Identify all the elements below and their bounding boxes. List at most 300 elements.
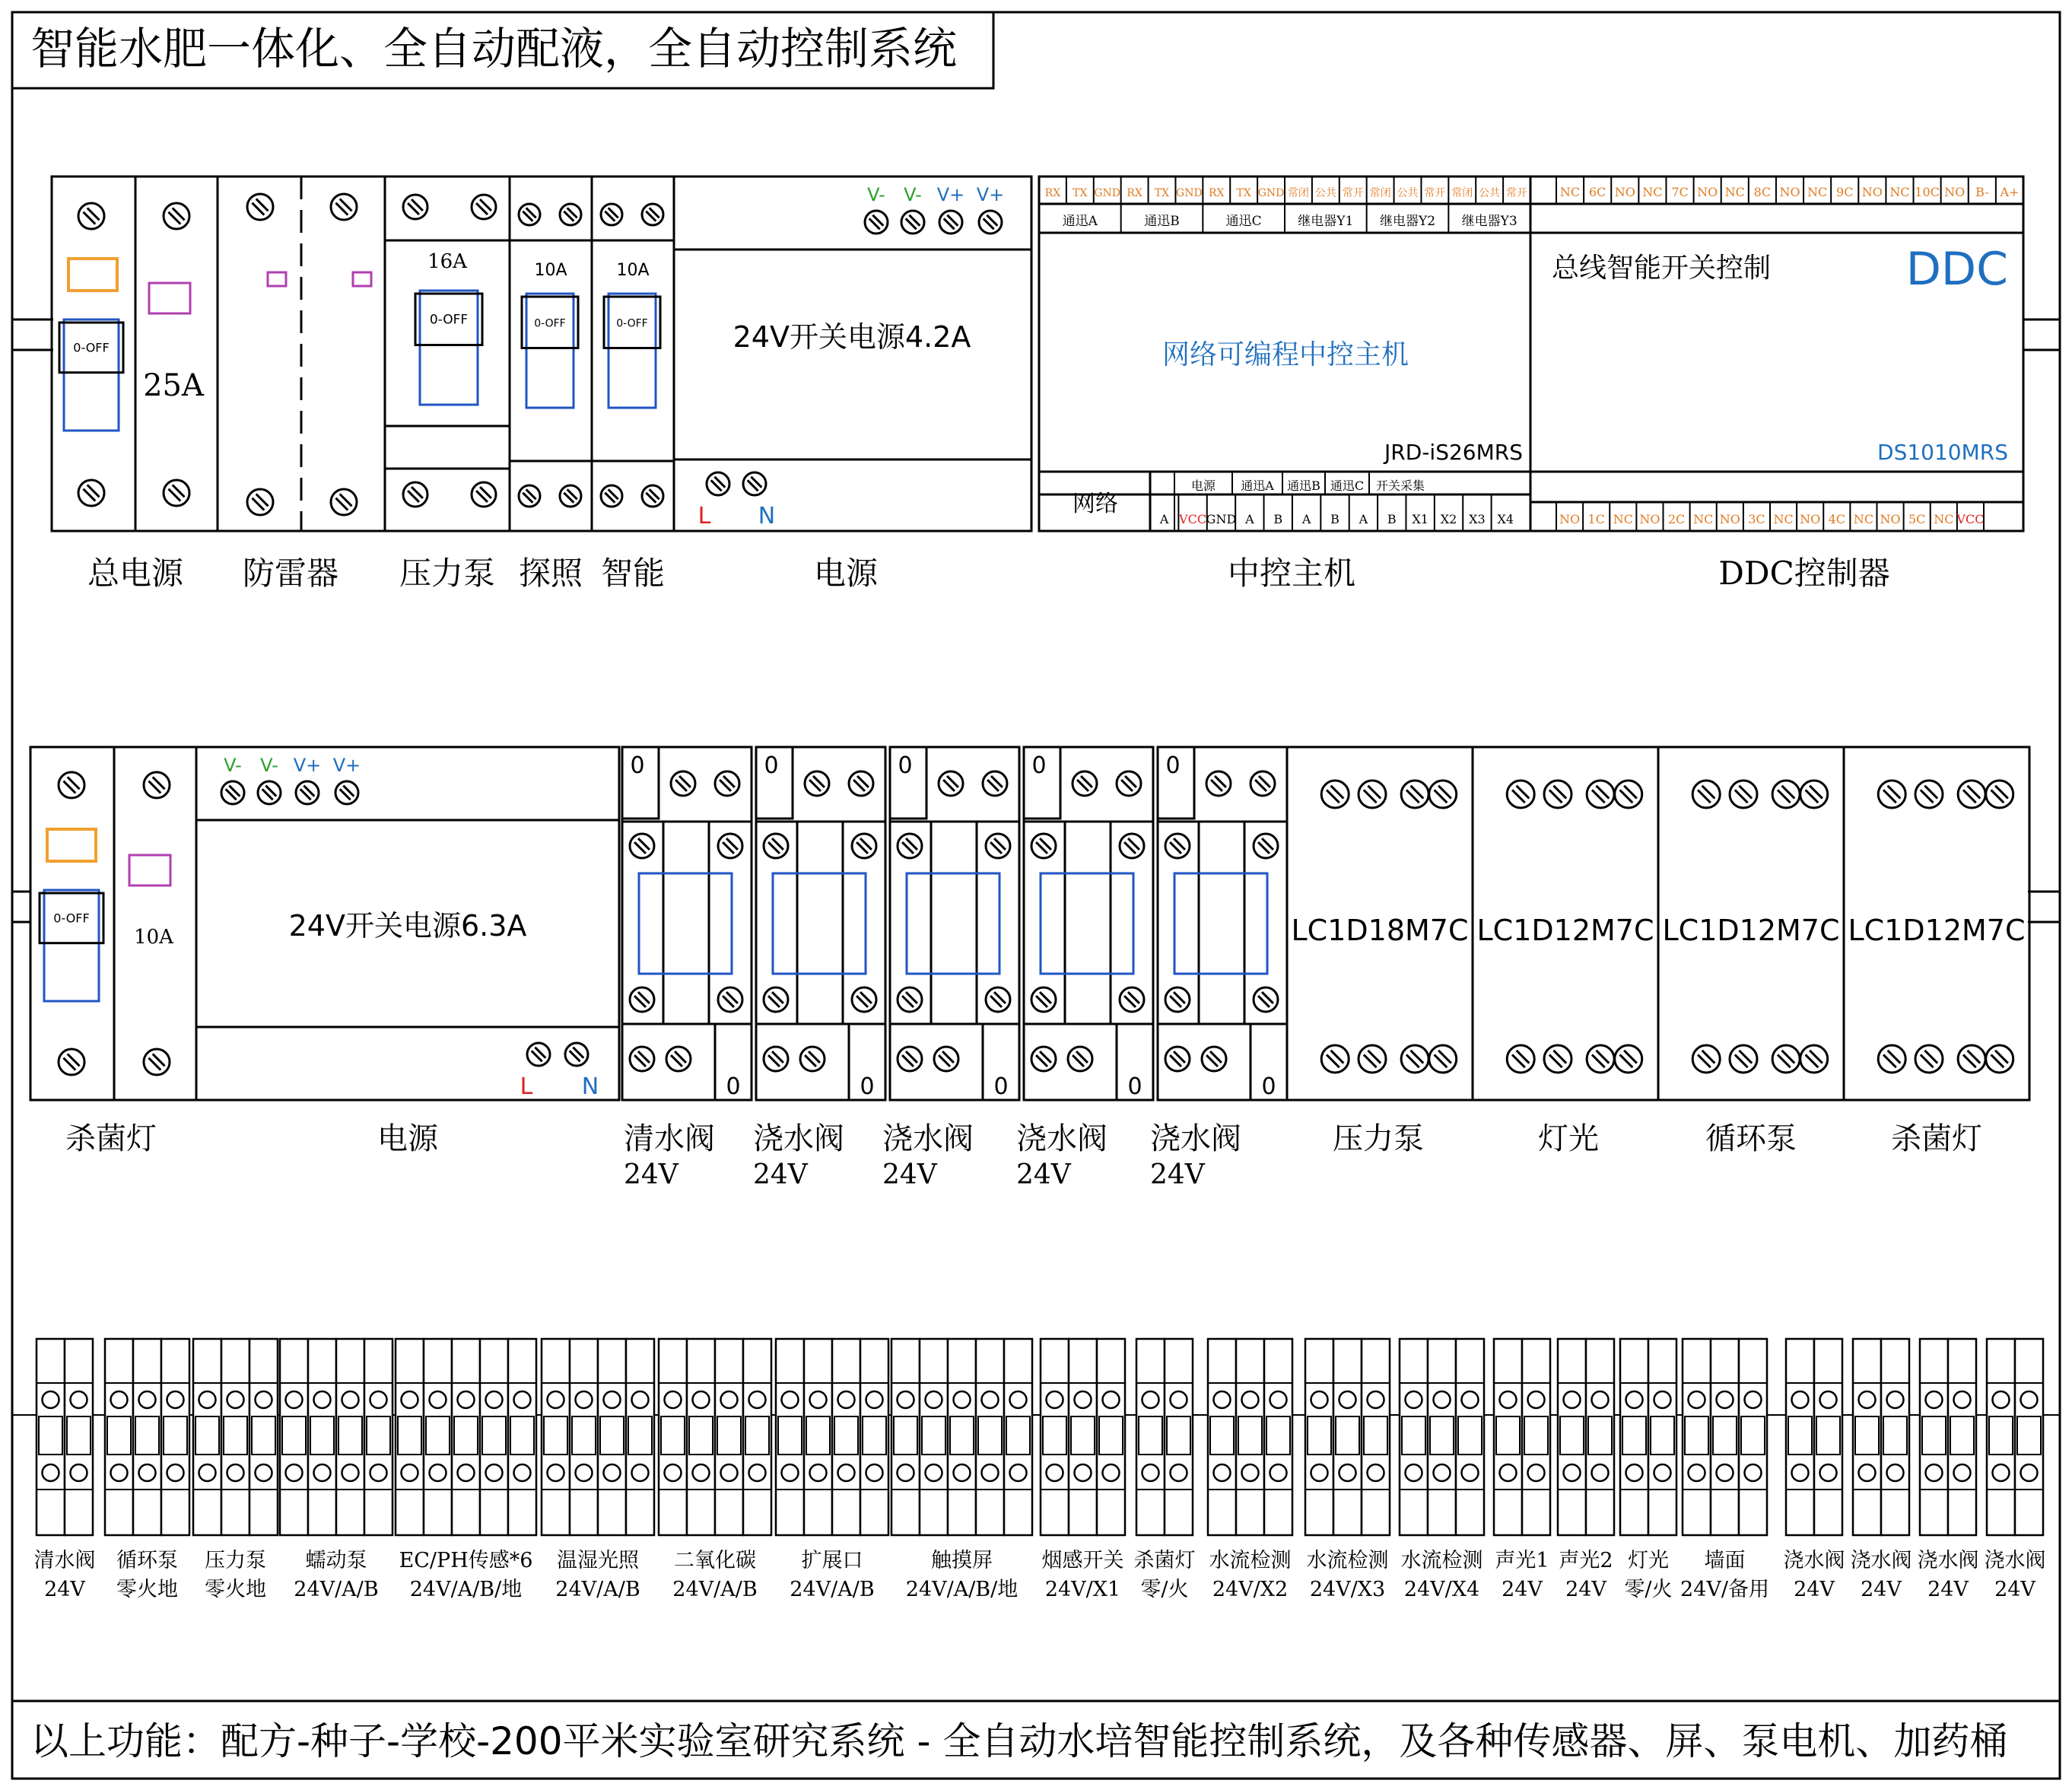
- screw-head: [934, 1047, 958, 1071]
- terminal-block: [891, 1339, 920, 1535]
- host-pin-label: 公共: [1314, 187, 1336, 199]
- terminal-screw-icon: [314, 1391, 331, 1408]
- terminal-screw-icon: [782, 1464, 799, 1481]
- terminal-label: 浇水阀: [1850, 1549, 1912, 1572]
- terminal-screw-icon: [1745, 1391, 1762, 1408]
- screw-head: [898, 1047, 922, 1071]
- screw-icon: [898, 987, 922, 1012]
- terminal-block: [542, 1339, 570, 1535]
- screw-head: [472, 482, 496, 507]
- terminal-screw-icon: [1047, 1391, 1063, 1408]
- terminal-slot: [67, 1416, 91, 1455]
- host-bottom-group: 通迅A: [1241, 478, 1274, 493]
- row2-label: 杀菌灯: [65, 1121, 157, 1156]
- terminal-slot: [367, 1416, 390, 1455]
- screw-head: [144, 772, 170, 798]
- host-pin-label: 常闭: [1369, 187, 1391, 199]
- terminal-block: [221, 1339, 249, 1535]
- terminal-slot: [1651, 1416, 1674, 1455]
- screw-head: [1958, 781, 1985, 808]
- terminal-block: [832, 1339, 860, 1535]
- terminal-block: [1236, 1339, 1264, 1535]
- screw-icon: [642, 485, 663, 507]
- terminal-block: [1683, 1339, 1711, 1535]
- terminal-screw-icon: [1564, 1391, 1581, 1408]
- terminal-label: 清水阀: [33, 1549, 96, 1572]
- ddc-bottom-pin: VCC: [1956, 512, 1985, 526]
- terminal-label: 烟感开关: [1041, 1549, 1124, 1572]
- terminal-screw-icon: [1564, 1464, 1581, 1481]
- ddc-bottom-pin: NO: [1559, 512, 1581, 526]
- terminal-block: [598, 1339, 626, 1535]
- terminal-screw-icon: [1214, 1391, 1231, 1408]
- screw-head: [1986, 1045, 2013, 1073]
- screw-icon: [983, 771, 1007, 796]
- screw-head: [865, 211, 888, 234]
- terminal-screw-icon: [486, 1464, 503, 1481]
- screw-head: [852, 834, 876, 858]
- screw-icon: [472, 195, 496, 219]
- terminal-block: [37, 1339, 65, 1535]
- terminal-slot: [1496, 1416, 1520, 1455]
- terminal-screw-icon: [1528, 1391, 1545, 1408]
- host-bottom-pin: A: [1359, 512, 1368, 526]
- screw-icon: [898, 834, 922, 858]
- terminal-slot: [894, 1416, 917, 1455]
- lamp-rating: 10A: [134, 926, 173, 949]
- screw-head: [144, 1049, 170, 1075]
- terminal-sublabel: 24V/A/B/地: [409, 1578, 523, 1601]
- screw-icon: [934, 1047, 958, 1071]
- screw-icon: [403, 482, 427, 507]
- breaker-off-label: 0-OFF: [73, 340, 110, 355]
- terminal-screw-icon: [810, 1391, 827, 1408]
- terminal-block: [1881, 1339, 1909, 1535]
- terminal-slot: [1364, 1416, 1387, 1455]
- screw-icon: [1507, 1045, 1534, 1073]
- ddc-bottom-pin: 1C: [1587, 512, 1605, 526]
- row2-sublabel: 24V: [624, 1159, 678, 1191]
- screw-head: [164, 480, 189, 506]
- pump-rating: 16A: [427, 250, 467, 273]
- terminal-screw-icon: [1954, 1464, 1971, 1481]
- indicator-window: [129, 855, 170, 885]
- screw-head: [1117, 771, 1141, 796]
- screw-head: [1544, 781, 1571, 808]
- terminal-slot: [1622, 1416, 1646, 1455]
- host-pin-label: RX: [1209, 187, 1225, 199]
- terminal-screw-icon: [370, 1391, 387, 1408]
- psu-terminal-label: V+: [936, 184, 965, 205]
- screw-head: [1068, 1047, 1092, 1071]
- terminal-slot: [195, 1416, 219, 1455]
- terminal-screw-icon: [1103, 1464, 1120, 1481]
- terminal-block: [1136, 1339, 1165, 1535]
- terminal-screw-icon: [167, 1464, 184, 1481]
- screw-icon: [1772, 781, 1800, 808]
- relay-coil-window: [1174, 873, 1267, 974]
- terminal-screw-icon: [1270, 1464, 1287, 1481]
- terminal-screw-icon: [1717, 1391, 1734, 1408]
- host-pin-label: RX: [1044, 187, 1061, 199]
- terminal-screw-icon: [1242, 1464, 1259, 1481]
- screw-icon: [1615, 1045, 1642, 1073]
- screw-head: [1254, 834, 1278, 858]
- host-pin-label: TX: [1236, 187, 1251, 199]
- screw-icon: [144, 1049, 170, 1075]
- terminal-slot: [510, 1416, 534, 1455]
- screw-icon: [1165, 987, 1190, 1012]
- screw-head: [707, 472, 729, 495]
- terminal-slot: [1167, 1416, 1190, 1455]
- terminal-screw-icon: [1010, 1464, 1027, 1481]
- screw-icon: [1359, 781, 1386, 808]
- terminal-screw-icon: [430, 1391, 446, 1408]
- screw-head: [1958, 1045, 1985, 1073]
- terminal-screw-icon: [632, 1391, 649, 1408]
- screw-icon: [1429, 1045, 1457, 1073]
- terminal-block: [1041, 1339, 1069, 1535]
- ddc-bottom-pin: NC: [1934, 512, 1954, 526]
- psu-terminal-label: V+: [293, 755, 322, 776]
- screw-head: [78, 480, 104, 506]
- screw-head: [560, 204, 581, 225]
- screw-head: [1254, 987, 1278, 1012]
- terminal-screw-icon: [256, 1391, 272, 1408]
- screw-icon: [800, 1047, 825, 1071]
- ddc-bottom-pin: NO: [1800, 512, 1821, 526]
- terminal-slot: [600, 1416, 624, 1455]
- terminal-screw-icon: [1792, 1391, 1809, 1408]
- terminal-screw-icon: [665, 1464, 682, 1481]
- screw-icon: [59, 772, 84, 798]
- terminal-slot: [2017, 1416, 2041, 1455]
- host-bottom-group: 通迅C: [1330, 478, 1365, 493]
- terminal-screw-icon: [1434, 1391, 1451, 1408]
- screw-head: [59, 772, 84, 798]
- host-bottom-group: 开关采集: [1375, 478, 1425, 493]
- breaker-handle: [526, 294, 574, 408]
- ddc-pin-label: 7C: [1671, 185, 1689, 199]
- screw-icon: [335, 781, 358, 804]
- terminal-screw-icon: [458, 1391, 475, 1408]
- screw-head: [939, 771, 963, 796]
- screw-icon: [642, 204, 663, 225]
- terminal-screw-icon: [1311, 1391, 1328, 1408]
- host-pin-label: GND: [1176, 187, 1203, 199]
- screw-icon: [1878, 1045, 1905, 1073]
- terminal-block: [65, 1339, 93, 1535]
- host-bottom-pin: B: [1387, 512, 1397, 526]
- terminal-screw-icon: [1592, 1464, 1609, 1481]
- screw-head: [1359, 1045, 1386, 1073]
- terminal-screw-icon: [693, 1391, 710, 1408]
- screw-icon: [1730, 1045, 1757, 1073]
- screw-icon: [979, 211, 1002, 234]
- terminal-slot: [224, 1416, 247, 1455]
- screw-head: [565, 1043, 588, 1066]
- terminal-screw-icon: [1820, 1391, 1837, 1408]
- terminal-screw-icon: [1717, 1464, 1734, 1481]
- terminal-screw-icon: [1792, 1464, 1809, 1481]
- terminal-slot: [454, 1416, 478, 1455]
- breaker-handle: [420, 291, 478, 405]
- screw-icon: [1321, 1045, 1349, 1073]
- terminal-screw-icon: [1689, 1464, 1705, 1481]
- terminal-slot: [107, 1416, 131, 1455]
- terminal-screw-icon: [782, 1391, 799, 1408]
- terminal-screw-icon: [1654, 1391, 1671, 1408]
- screw-icon: [630, 834, 654, 858]
- ddc-pin-label: 8C: [1753, 185, 1772, 199]
- terminal-screw-icon: [838, 1391, 855, 1408]
- screw-icon: [78, 480, 104, 506]
- relay-coil-window: [639, 873, 732, 974]
- terminal-screw-icon: [749, 1391, 766, 1408]
- terminal-slot: [922, 1416, 945, 1455]
- screw-head: [1730, 781, 1757, 808]
- terminal-label: 压力泵: [205, 1549, 266, 1572]
- terminal-screw-icon: [576, 1391, 593, 1408]
- screw-head: [1120, 987, 1144, 1012]
- probe-rating: 10A: [534, 261, 567, 280]
- host-bottom-pin: GND: [1206, 512, 1237, 526]
- terminal-slot: [778, 1416, 802, 1455]
- host-bottom-group: 通迅B: [1287, 478, 1320, 493]
- relay-o: 0: [860, 1073, 875, 1100]
- terminal-block: [804, 1339, 832, 1535]
- terminal-block: [424, 1339, 452, 1535]
- terminal-screw-icon: [604, 1391, 621, 1408]
- screw-icon: [403, 195, 427, 219]
- ddc-title: 总线智能开关控制: [1552, 253, 1772, 284]
- screw-icon: [164, 203, 189, 229]
- terminal-block: [1004, 1339, 1032, 1535]
- screw-head: [1165, 834, 1190, 858]
- screw-head: [939, 211, 962, 234]
- terminal-slot: [398, 1416, 421, 1455]
- screw-head: [331, 194, 357, 220]
- host-pin-label: 公共: [1479, 187, 1501, 199]
- screw-icon: [764, 1047, 788, 1071]
- screw-head: [849, 771, 873, 796]
- relay-o: 0: [898, 752, 913, 779]
- terminal-screw-icon: [227, 1464, 244, 1481]
- terminal-label: 墙面: [1704, 1549, 1746, 1572]
- terminal-slot: [950, 1416, 974, 1455]
- screw-icon: [630, 1047, 654, 1071]
- contactor-model: LC1D12M7C: [1848, 914, 2026, 947]
- terminal-sublabel: 24V/X1: [1044, 1578, 1121, 1601]
- terminal-screw-icon: [1434, 1464, 1451, 1481]
- terminal-screw-icon: [926, 1391, 942, 1408]
- screw-head: [642, 485, 663, 507]
- relay-coil-window: [907, 873, 999, 974]
- terminal-screw-icon: [1926, 1464, 1943, 1481]
- screw-icon: [258, 781, 281, 804]
- terminal-slot: [1588, 1416, 1612, 1455]
- terminal-block: [280, 1339, 308, 1535]
- terminal-screw-icon: [71, 1464, 87, 1481]
- screw-icon: [671, 771, 695, 796]
- ddc-pin-label: NC: [1642, 185, 1663, 199]
- terminal-screw-icon: [514, 1391, 531, 1408]
- screw-icon: [1429, 781, 1457, 808]
- terminal-screw-icon: [111, 1464, 128, 1481]
- ddc-model: DS1010MRS: [1877, 440, 2008, 465]
- terminal-screw-icon: [402, 1391, 418, 1408]
- screw-icon: [849, 771, 873, 796]
- host-pin-label: 常开: [1342, 187, 1364, 199]
- terminal-sublabel: 零/火: [1624, 1578, 1673, 1601]
- terminal-block: [1786, 1339, 1814, 1535]
- screw-head: [983, 771, 1007, 796]
- terminal-screw-icon: [286, 1464, 303, 1481]
- psu-title: 24V开关电源6.3A: [288, 909, 527, 943]
- screw-icon: [331, 194, 357, 220]
- terminal-slot: [1788, 1416, 1812, 1455]
- terminal-screw-icon: [954, 1391, 971, 1408]
- terminal-screw-icon: [227, 1391, 244, 1408]
- screw-icon: [743, 472, 766, 495]
- screw-head: [1878, 1045, 1905, 1073]
- relay-o: 0: [1261, 1073, 1276, 1100]
- terminal-screw-icon: [111, 1391, 128, 1408]
- screw-head: [1401, 781, 1428, 808]
- terminal-block: [1558, 1339, 1586, 1535]
- screw-icon: [1401, 1045, 1428, 1073]
- row1-label: 探照: [518, 555, 583, 592]
- terminal-slot: [1685, 1416, 1708, 1455]
- screw-head: [1800, 781, 1828, 808]
- psu-terminal-label: V+: [976, 184, 1005, 205]
- terminal-sublabel: 24V/X4: [1403, 1578, 1480, 1601]
- terminal-block: [1987, 1339, 2015, 1535]
- terminal-sublabel: 24V/A/B/地: [905, 1578, 1019, 1601]
- terminal-block: [570, 1339, 598, 1535]
- terminal-slot: [1336, 1416, 1359, 1455]
- screw-icon: [1587, 781, 1614, 808]
- terminal-slot: [978, 1416, 1002, 1455]
- screw-icon: [1117, 771, 1141, 796]
- terminal-screw-icon: [43, 1464, 59, 1481]
- terminal-screw-icon: [1075, 1391, 1092, 1408]
- terminal-screw-icon: [721, 1464, 738, 1481]
- screw-icon: [1587, 1045, 1614, 1073]
- screw-icon: [601, 204, 622, 225]
- screw-head: [527, 1043, 550, 1066]
- ddc-pin-label: B-: [1975, 185, 1989, 199]
- psu-terminal-label: V-: [904, 184, 922, 205]
- screw-head: [247, 194, 273, 220]
- screw-head: [1120, 834, 1144, 858]
- terminal-slot: [39, 1416, 62, 1455]
- terminal-slot: [282, 1416, 306, 1455]
- relay-o: 0: [764, 752, 779, 779]
- row2-sublabel: 24V: [1150, 1159, 1205, 1191]
- screw-head: [764, 834, 788, 858]
- terminal-slot: [164, 1416, 187, 1455]
- terminal-screw-icon: [1075, 1464, 1092, 1481]
- screw-head: [601, 485, 622, 507]
- terminal-screw-icon: [749, 1464, 766, 1481]
- screw-head: [715, 771, 739, 796]
- screw-icon: [601, 485, 622, 507]
- screw-icon: [1031, 834, 1056, 858]
- host-bottom-group: 电源: [1190, 478, 1216, 493]
- screw-icon: [852, 987, 876, 1012]
- terminal-sublabel: 24V: [1502, 1578, 1543, 1601]
- relay-coil-window: [1041, 873, 1133, 974]
- row2-label: 清水阀: [624, 1121, 715, 1156]
- screw-head: [800, 1047, 825, 1071]
- terminal-block: [161, 1339, 189, 1535]
- terminal-slot: [628, 1416, 652, 1455]
- screw-head: [1772, 781, 1800, 808]
- screw-icon: [472, 482, 496, 507]
- terminal-sublabel: 24V/A/B: [790, 1578, 875, 1601]
- ddc-bottom-pin: NO: [1719, 512, 1740, 526]
- screw-head: [1587, 1045, 1614, 1073]
- screw-icon: [1321, 781, 1349, 808]
- ddc-bottom-pin: NO: [1880, 512, 1901, 526]
- terminal-screw-icon: [139, 1391, 156, 1408]
- host-title: 网络可编程中控主机: [1162, 339, 1409, 370]
- terminal-screw-icon: [342, 1391, 359, 1408]
- host-bottom-pin: X1: [1412, 512, 1428, 526]
- screw-head: [1800, 1045, 1828, 1073]
- screw-head: [666, 1047, 691, 1071]
- screw-icon: [1120, 834, 1144, 858]
- screw-icon: [1359, 1045, 1386, 1073]
- ddc-body: [1530, 176, 2023, 531]
- terminal-block: [687, 1339, 715, 1535]
- footer-text: 以上功能：配方-种子-学校-200平米实验室研究系统 - 全自动水培智能控制系统，及各种传感器、屏、泵电机、加药桶: [30, 1719, 2008, 1763]
- terminal-sublabel: 零火地: [205, 1578, 266, 1601]
- host-group-label: 继电器Y1: [1298, 214, 1354, 229]
- relay-o: 0: [1165, 752, 1181, 779]
- terminal-label: 浇水阀: [1917, 1549, 1979, 1572]
- screw-head: [221, 781, 244, 804]
- terminal-screw-icon: [982, 1464, 999, 1481]
- terminal-screw-icon: [1528, 1464, 1545, 1481]
- terminal-screw-icon: [1368, 1464, 1384, 1481]
- screw-head: [1915, 781, 1943, 808]
- terminal-block: [1711, 1339, 1739, 1535]
- terminal-slot: [1560, 1416, 1584, 1455]
- row2-label: 压力泵: [1333, 1121, 1424, 1156]
- terminal-screw-icon: [1339, 1464, 1356, 1481]
- host-bottom-pin: X4: [1497, 512, 1514, 526]
- ddc-pin-label: NC: [1889, 185, 1910, 199]
- terminal-sublabel: 零/火: [1140, 1578, 1189, 1601]
- screw-head: [1878, 781, 1905, 808]
- screw-icon: [144, 772, 170, 798]
- terminal-slot: [1713, 1416, 1737, 1455]
- screw-icon: [1401, 781, 1428, 808]
- terminal-slot: [834, 1416, 858, 1455]
- terminal-screw-icon: [632, 1464, 649, 1481]
- terminal-slot: [252, 1416, 275, 1455]
- terminal-screw-icon: [1859, 1391, 1876, 1408]
- screw-icon: [1915, 781, 1943, 808]
- screw-head: [898, 834, 922, 858]
- terminal-block: [105, 1339, 133, 1535]
- terminal-label: EC/PH传感*6: [399, 1549, 533, 1572]
- terminal-screw-icon: [548, 1464, 564, 1481]
- terminal-label: 二氧化碳: [674, 1549, 756, 1572]
- screw-icon: [1254, 834, 1278, 858]
